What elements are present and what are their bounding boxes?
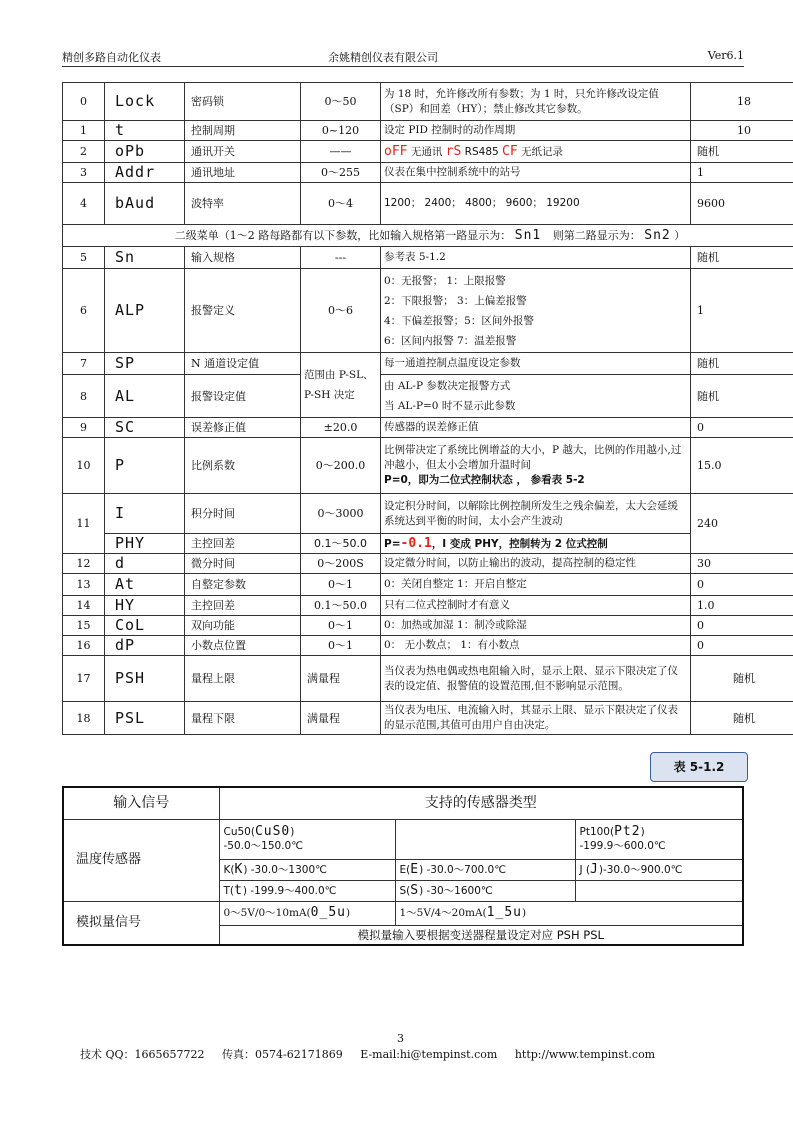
row-no: 6 (63, 269, 105, 353)
analog-signal-label: 模拟量信号 (63, 901, 219, 945)
table-row (63, 353, 793, 375)
e-pre: E( (399, 863, 411, 876)
e-post: ) -30.0～700.0℃ (419, 863, 507, 876)
row-no: 14 (63, 596, 105, 616)
row-range: 0～50 (301, 83, 381, 121)
row-no: 8 (63, 375, 105, 418)
row-code: dP (105, 636, 185, 656)
row-no: 17 (63, 656, 105, 702)
row-name: 主控回差 (185, 596, 301, 616)
row-desc: 只有二位式控制时才有意义 (381, 596, 691, 616)
row-range: 0～4 (301, 183, 381, 225)
row-code: HY (105, 596, 185, 616)
row-desc (381, 141, 691, 163)
row-range: 0～6 (301, 269, 381, 353)
cu50-cell (219, 819, 395, 859)
desc-code-rs: rS (445, 143, 462, 159)
table-row (63, 596, 793, 616)
sensor-header-row (63, 787, 743, 819)
row-desc: 参考表 5-1.2 (381, 247, 691, 269)
row-no: 7 (63, 353, 105, 375)
analog-1-cell (219, 901, 395, 925)
table-row (63, 183, 793, 225)
footer-fax: 传真：0574-62171869 (222, 1048, 343, 1061)
row-desc: 1200； 2400； 4800； 9600； 19200 (381, 183, 691, 225)
row-range: ±20.0 (301, 418, 381, 438)
table-row (63, 163, 793, 183)
row-name: 积分时间 (185, 494, 301, 534)
row-code: PSH (105, 656, 185, 702)
submenu-section (63, 225, 793, 554)
table-row (63, 375, 793, 418)
row-name: 密码锁 (185, 83, 301, 121)
row-range: 0～200S (301, 554, 381, 574)
row-no: 10 (63, 438, 105, 494)
row-no: 16 (63, 636, 105, 656)
desc-bold-note: P=0，即为二位式控制状态 ， 参看表 5-2 (384, 474, 585, 486)
desc-code-cf: CF (502, 143, 518, 159)
j-pre: J ( (579, 863, 591, 876)
footer-qq: 技术 QQ：1665657722 (80, 1048, 205, 1061)
parameter-rows-a (63, 83, 793, 225)
row-code: ALP (105, 269, 185, 353)
row-range: 0～1 (301, 616, 381, 636)
e-code: E (410, 861, 420, 877)
row-desc: 设定积分时间，以解除比例控制所发生之残余偏差，太大会延缓系统达到平衡的时间，太小会产生波动 (381, 494, 691, 534)
t-post: ) -199.9～400.0℃ (242, 884, 337, 897)
row-name: 微分时间 (185, 554, 301, 574)
row-name: 自整定参数 (185, 574, 301, 596)
header-supported-sensors: 支持的传感器类型 (219, 787, 743, 819)
desc-prefix: P= (384, 537, 401, 550)
cu50-name: Cu50( (223, 826, 255, 838)
row-code: PSL (105, 702, 185, 735)
sensor-row (63, 901, 743, 925)
row-default: 随机 (691, 247, 793, 269)
pt100-range: -199.9～600.0℃ (579, 840, 666, 852)
pt100-close: ) (640, 826, 645, 838)
desc-text: RS485 (464, 145, 499, 158)
page-footer (80, 1046, 669, 1062)
row-default: 15.0 (691, 438, 793, 494)
header-input-signal: 输入信号 (63, 787, 219, 819)
row-default: 1 (691, 163, 793, 183)
row-default: 随机 (691, 656, 793, 702)
table-row (63, 121, 793, 141)
row-no: 2 (63, 141, 105, 163)
row-name: 通讯地址 (185, 163, 301, 183)
k-post: ) -30.0～1300℃ (243, 863, 327, 876)
row-range: 0～200.0 (301, 438, 381, 494)
header-divider (62, 66, 744, 67)
k-pre: K( (223, 863, 235, 876)
row-desc: 每一通道控制点温度设定参数 (381, 353, 691, 375)
row-code: PHY (105, 534, 185, 554)
alarm-option-line: 4：下偏差报警；5：区间外报警 (384, 314, 534, 327)
row-desc (381, 269, 691, 353)
row-code: oPb (105, 141, 185, 163)
row-desc: 设定 PID 控制时的动作周期 (381, 121, 691, 141)
j-post: )-30.0～900.0℃ (598, 863, 683, 876)
header-left: 精创多路自动化仪表 (62, 51, 161, 64)
row-desc: 当仪表为电压、电流输入时，其显示上限、显示下限决定了仪表的显示范围,其值可由用户自由决定。 (381, 702, 691, 735)
a2-post: ) (521, 907, 527, 919)
row-range: 范围由 P-SL、P-SH 决定 (301, 353, 381, 418)
row-name: 双向功能 (185, 616, 301, 636)
page-header (62, 47, 744, 65)
desc-text: 无通讯 (410, 145, 443, 158)
submenu-text-3: ） (674, 229, 686, 242)
row-code: SC (105, 418, 185, 438)
row-code: t (105, 121, 185, 141)
row-desc: 0：关闭自整定 1：开启自整定 (381, 574, 691, 596)
s-pre: S( (399, 884, 411, 897)
table-row (63, 141, 793, 163)
empty-cell (575, 880, 743, 901)
desc-red-value: -0.1 (400, 535, 432, 551)
row-default: 1 (691, 269, 793, 353)
empty-cell (395, 819, 575, 859)
table-row (63, 438, 793, 494)
row-code: d (105, 554, 185, 574)
table-row (63, 269, 793, 353)
submenu-text-2: 则第二路显示为： (552, 229, 641, 242)
row-no: 0 (63, 83, 105, 121)
row-no: 13 (63, 574, 105, 596)
row-default: 0 (691, 636, 793, 656)
row-no: 12 (63, 554, 105, 574)
row-no: 5 (63, 247, 105, 269)
header-center: 余姚精创仪表有限公司 (328, 51, 438, 64)
k-code: K (234, 861, 244, 877)
submenu-code-2: Sn2 (644, 228, 671, 243)
row-default: 1.0 (691, 596, 793, 616)
table-row (63, 247, 793, 269)
row-range: —— (301, 141, 381, 163)
row-code: AL (105, 375, 185, 418)
desc-text: 比例带决定了系统比例增益的大小，P 越大，比例的作用越小,过冲越小，但太小会增加升温时间 (384, 444, 682, 471)
row-name: 报警设定值 (185, 375, 301, 418)
pt100-code: Pt2 (614, 824, 641, 839)
table-row (63, 418, 793, 438)
row-default: 0 (691, 574, 793, 596)
row-desc (381, 375, 691, 418)
alarm-option-line: 6：区间内报警 7：温差报警 (384, 334, 517, 347)
row-range: 0.1～50.0 (301, 534, 381, 554)
submenu-text-1: 二级菜单（1～2 路每路都有以下参数，比如输入规格第一路显示为： (174, 229, 512, 242)
row-default: 0 (691, 616, 793, 636)
row-desc: 0：加热或加湿 1：制冷或除湿 (381, 616, 691, 636)
pt100-name: Pt100( (579, 826, 615, 838)
analog-footnote: 模拟量输入要根据变送器程量设定对应 PSH PSL (219, 925, 743, 945)
cu50-range: -50.0～150.0℃ (223, 840, 304, 852)
row-desc: 为 18 时，允许修改所有参数；为 1 时，只允许修改设定值（SP）和回差（HY）；禁止修改其它参数。 (381, 83, 691, 121)
row-no: 1 (63, 121, 105, 141)
row-name: 误差修正值 (185, 418, 301, 438)
row-range: 满量程 (301, 702, 381, 735)
row-range: --- (301, 247, 381, 269)
table-row (63, 554, 793, 574)
row-name: 输入规格 (185, 247, 301, 269)
cu50-close: ) (290, 826, 295, 838)
row-code: CoL (105, 616, 185, 636)
row-name: 波特率 (185, 183, 301, 225)
table-row (63, 636, 793, 656)
row-default: 18 (691, 83, 793, 121)
row-code: Lock (105, 83, 185, 121)
row-code: bAud (105, 183, 185, 225)
submenu-note (63, 225, 793, 247)
parameter-rows-b (63, 554, 793, 656)
footer-email: E-mail:hi@tempinst.com (360, 1048, 498, 1061)
row-range: 0～1 (301, 636, 381, 656)
row-code: P (105, 438, 185, 494)
row-code: SP (105, 353, 185, 375)
row-no: 9 (63, 418, 105, 438)
row-code: At (105, 574, 185, 596)
row-default: 30 (691, 554, 793, 574)
row-no: 3 (63, 163, 105, 183)
pt100-cell (575, 819, 743, 859)
row-desc: 当仪表为热电偶或热电阻输入时，显示上限、显示下限决定了仪表的设定值、报警值的设置范围,但不影响显示范围。 (381, 656, 691, 702)
row-range: 0～255 (301, 163, 381, 183)
s-code: S (410, 882, 420, 898)
t-pre: T( (223, 884, 235, 897)
row-default: 0 (691, 418, 793, 438)
table-row (63, 574, 793, 596)
row-no: 4 (63, 183, 105, 225)
table-row (63, 616, 793, 636)
row-range: 0.1～50.0 (301, 596, 381, 616)
row-name: 量程下限 (185, 702, 301, 735)
page-number: 3 (397, 1032, 404, 1045)
table-row (63, 702, 793, 735)
header-version: Ver6.1 (707, 49, 744, 62)
e-cell (395, 859, 575, 880)
row-range: 满量程 (301, 656, 381, 702)
desc-text: 无纸记录 (521, 145, 564, 158)
desc-line: 当 AL-P=0 时不显示此参数 (384, 400, 516, 412)
row-code: I (105, 494, 185, 534)
a1-code: 0_5u (310, 905, 346, 920)
row-default: 10 (691, 121, 793, 141)
submenu-code-1: Sn1 (514, 228, 542, 243)
s-cell (395, 880, 575, 901)
j-cell (575, 859, 743, 880)
row-default: 240 (691, 494, 793, 554)
row-desc (381, 534, 691, 554)
analog-2-cell (395, 901, 743, 925)
footer-website: http://www.tempinst.com (514, 1048, 656, 1061)
row-code: Sn (105, 247, 185, 269)
sensor-table (62, 786, 744, 946)
row-default: 随机 (691, 353, 793, 375)
a2-pre: 1～5V/4～20mA( (399, 907, 487, 919)
row-name: 量程上限 (185, 656, 301, 702)
table-row (63, 494, 793, 534)
row-name: 报警定义 (185, 269, 301, 353)
a1-pre: 0～5V/0～10mA( (223, 907, 311, 919)
row-name: 小数点位置 (185, 636, 301, 656)
row-default: 随机 (691, 702, 793, 735)
table-row (63, 534, 793, 554)
alarm-option-line: 2：下限报警； 3：上偏差报警 (384, 294, 527, 307)
table-row (63, 83, 793, 121)
row-name: 通讯开关 (185, 141, 301, 163)
row-range: 0～3000 (301, 494, 381, 534)
k-cell (219, 859, 395, 880)
row-name: 比例系数 (185, 438, 301, 494)
desc-code-off: oFF (384, 143, 408, 159)
row-desc: 仪表在集中控制系统中的站号 (381, 163, 691, 183)
row-default: 9600 (691, 183, 793, 225)
row-default: 随机 (691, 375, 793, 418)
row-no: 15 (63, 616, 105, 636)
t-cell (219, 880, 395, 901)
row-code: Addr (105, 163, 185, 183)
desc-line: 由 AL-P 参数决定报警方式 (384, 380, 511, 392)
temp-sensor-label: 温度传感器 (63, 819, 219, 901)
s-post: ) -30～1600℃ (419, 884, 493, 897)
cu50-code: CuS0 (254, 824, 291, 839)
j-code: J (590, 861, 599, 877)
a2-code: 1_5u (486, 905, 522, 920)
row-desc: 0： 无小数点； 1：有小数点 (381, 636, 691, 656)
row-desc: 传感器的误差修正值 (381, 418, 691, 438)
row-range: 0~120 (301, 121, 381, 141)
row-name: 主控回差 (185, 534, 301, 554)
alarm-option-line: 0：无报警； 1：上限报警 (384, 274, 506, 287)
row-no: 11 (63, 494, 105, 554)
sensor-row (63, 819, 743, 859)
table-row (63, 656, 793, 702)
parameter-table (62, 82, 793, 735)
submenu-row (63, 225, 793, 247)
row-range: 0～1 (301, 574, 381, 596)
a1-post: ) (345, 907, 351, 919)
row-no: 18 (63, 702, 105, 735)
desc-rest: ，I 变成 PHY，控制转为 2 位式控制 (431, 537, 608, 550)
parameter-rows-c (63, 656, 793, 735)
t-code: t (234, 882, 243, 898)
row-desc (381, 438, 691, 494)
table-caption-badge: 表 5-1.2 (650, 752, 748, 782)
row-default: 随机 (691, 141, 793, 163)
row-name: 控制周期 (185, 121, 301, 141)
row-name: N 通道设定值 (185, 353, 301, 375)
row-desc: 设定微分时间，以防止输出的波动，提高控制的稳定性 (381, 554, 691, 574)
